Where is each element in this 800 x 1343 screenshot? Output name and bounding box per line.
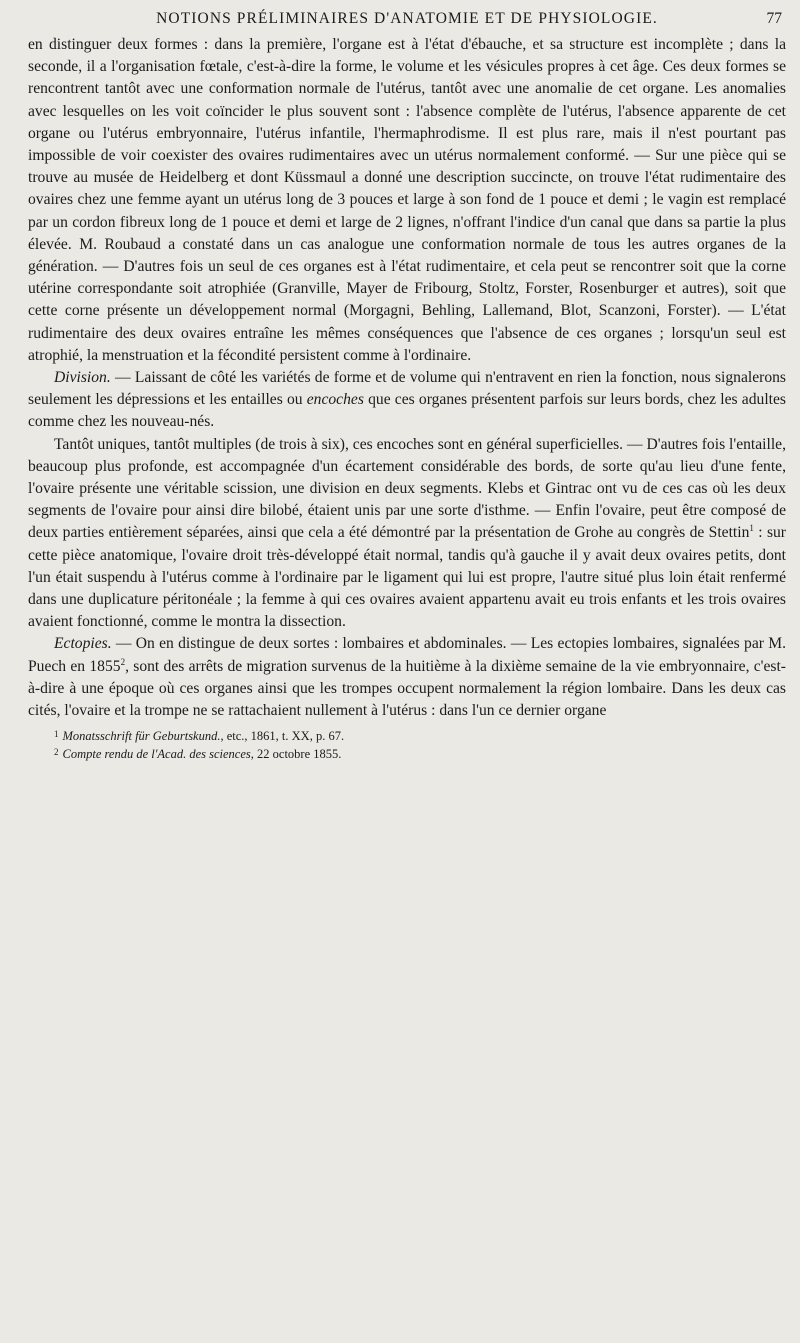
footnote-source-details: , 22 octobre 1855.	[250, 747, 342, 762]
paragraph-text: — On en distingue de deux sortes : lombaires et abdominales. — Les ectopies lombaires, signalées par M. Puech en 1855	[28, 635, 786, 675]
section-lead-division: Division.	[54, 369, 111, 387]
footnotes	[28, 726, 786, 762]
footnote	[54, 726, 786, 744]
footnote-number: 1	[54, 729, 59, 740]
emphasis-term: encoches	[306, 391, 364, 409]
paragraph-text: Tantôt uniques, tantôt multiples (de trois à six), ces encoches sont en général superficielles. — D'autres fois l'entaille, beaucoup plus profonde, est accompagnée d'un écartement considérable des bords, de sorte qu'au lieu d'une fente, l'ovaire présente une véritable scission, une division en deux segments. Klebs et Gintrac ont vu de ces cas où les deux segments de l'ovaire pour ainsi dire bilobé, étaient unis par une sorte d'isthme. — Enfin l'ovaire, peut être composé de deux parties entièrement séparées, ainsi que cela a été démontré par la présentation de Grohe au congrès de Stettin	[28, 435, 786, 542]
paragraph-ovary-forms	[28, 34, 786, 367]
paragraph-text: en distinguer deux formes : dans la première, l'organe est à l'état d'ébauche, et sa structure est incomplète ; dans la seconde, il a l'organisation fœtale, c'est-à-dire la forme, le volume et les vésicules propres à cet âge. Ces deux formes se rencontrent tantôt avec une conformation normale de l'utérus, tantôt avec une anomalie de cet organe. Les anomalies avec lesquelles on les voit coïncider le plus souvent sont : l'absence complète de l'utérus, l'absence apparente de cet organe ou l'utérus embryonnaire, l'utérus infantile, l'hermaphrodisme. Il est plus rare, mais il n'est pourtant pas impossible de voir coexister des ovaires rudimentaires avec un utérus normalement conformé. — Sur une pièce qui se trouve au musée de Heidelberg et dont Küssmaul a donné une description succincte, on trouve l'état rudimentaire des ovaires chez une femme ayant un utérus long de 3 pouces et large à son fond de 1 pouce et demi ; le vagin est remplacé par un cordon fibreux long de 1 pouce et demi et large de 2 lignes, n'offrant l'indice d'un canal que dans sa partie la plus élevée. M. Roubaud a constaté dans un cas analogue une conformation normale de tous les autres organes de la génération. — D'autres fois un seul de ces organes est à l'état rudimentaire, et cela peut se rencontrer soit que la corne utérine correspondante soit atrophiée (Granville, Mayer de Fribourg, Stoltz, Forster, Rosenburger et autres), soit que cette corne présente un développement normal (Morgagni, Behling, Lallemand, Blot, Scanzoni, Forster). — L'état rudimentaire des deux ovaires entraîne les mêmes conséquences que l'absence de ces organes ; lorsqu'un seul est atrophié, la menstruation et la fécondité persistent comme à l'ordinaire.	[28, 36, 786, 364]
footnote-number: 2	[54, 747, 59, 758]
paragraph-text: que ces organes présentent parfois sur leurs bords, chez les adultes comme chez les nouveau-nés.	[28, 391, 786, 431]
page-number: 77	[766, 10, 782, 27]
footnote-source-title: Compte rendu de l'Acad. des sciences	[62, 747, 251, 762]
paragraph-text: — Laissant de côté les variétés de forme et de volume qui n'entravent en rien la fonction, nous signalerons seulement les dépressions et les entailles ou	[28, 369, 786, 409]
paragraph-text: , sont des arrêts de migration survenus de la huitième à la dixième semaine de la vie embryonnaire, c'est-à-dire à une époque où ces organes ainsi que les trompes occupent normalement la région lombaire. Dans les deux cas cités, l'ovaire et la trompe ne se rattachaient nullement à l'utérus : dans l'un ce dernier organe	[28, 657, 787, 720]
footnote	[54, 744, 786, 762]
paragraph-text: : sur cette pièce anatomique, l'ovaire droit très-développé était normal, tandis qu'à gauche il y avait deux ovaires petits, dont l'un était suspendu à l'utérus comme à l'ordinaire par le ligament qui lui est propre, l'autre situé plus loin était renfermé dans une duplicature péritonéale ; la femme à qui ces ovaires avaient appartenu avait eu trois enfants et les trois ovaires avaient fonctionné, comme le montra la dissection.	[28, 524, 786, 631]
running-title: NOTIONS PRÉLIMINAIRES D'ANATOMIE ET DE PHYSIOLOGIE.	[156, 10, 658, 27]
footnote-reference: 1	[749, 523, 754, 534]
footnote-source-details: , etc., 1861, t. XX, p. 67.	[220, 729, 345, 744]
body-text	[28, 34, 786, 722]
paragraph-ectopies	[28, 633, 786, 722]
paragraph-division	[28, 367, 786, 434]
footnote-source-title: Monatsschrift für Geburtskund.	[62, 729, 221, 744]
footnote-reference: 2	[120, 656, 126, 667]
section-lead-ectopies: Ectopies.	[54, 635, 112, 653]
paragraph-encoches	[28, 434, 786, 634]
running-header	[28, 6, 786, 32]
